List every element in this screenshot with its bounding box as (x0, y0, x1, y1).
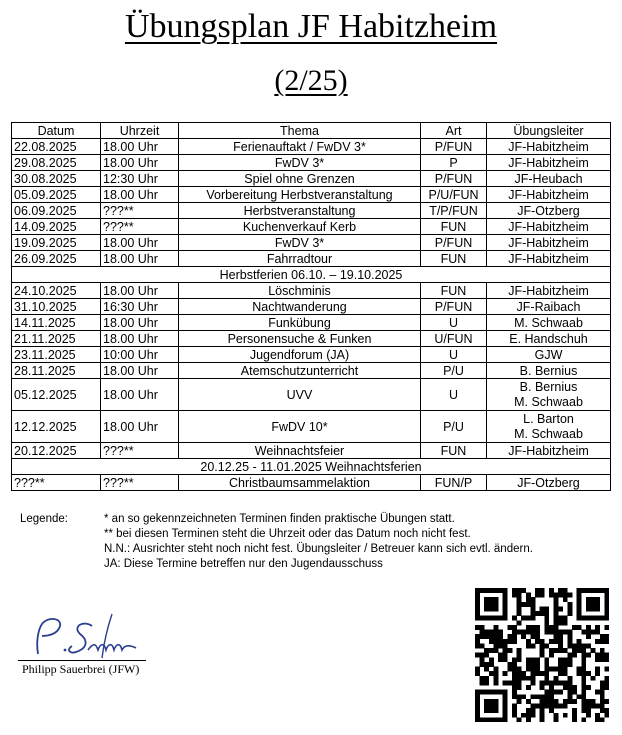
cell-leader (487, 251, 611, 267)
cell-leader (487, 299, 611, 315)
cell-time: 18.00 Uhr (101, 187, 179, 203)
cell-time: 18.00 Uhr (101, 411, 179, 443)
cell-leader (487, 363, 611, 379)
cell-date: 06.09.2025 (12, 203, 101, 219)
cell-theme: Löschminis (179, 283, 421, 299)
cell-date: 28.11.2025 (12, 363, 101, 379)
legend-line: * an so gekennzeichneten Terminen finden praktische Übungen statt. (104, 513, 455, 525)
cell-date: 19.09.2025 (12, 235, 101, 251)
table-row (12, 331, 611, 347)
cell-type: P/FUN (421, 235, 487, 251)
signature-name: Philipp Sauerbrei (JFW) (22, 662, 140, 676)
break-label: Herbstferien 06.10. – 19.10.2025 (12, 267, 611, 283)
table-row (12, 283, 611, 299)
cell-theme: Vorbereitung Herbstveranstaltung (179, 187, 421, 203)
cell-time: 10:00 Uhr (101, 347, 179, 363)
cell-time: 18.00 Uhr (101, 363, 179, 379)
cell-type: P/FUN (421, 299, 487, 315)
table-row (12, 347, 611, 363)
table-row (12, 171, 611, 187)
column-header-type: Art (421, 123, 487, 139)
cell-date: 22.08.2025 (12, 139, 101, 155)
cell-theme: Funkübung (179, 315, 421, 331)
cell-date: ???** (12, 475, 101, 491)
cell-date: 12.12.2025 (12, 411, 101, 443)
cell-leader (487, 203, 611, 219)
cell-time: 18.00 Uhr (101, 139, 179, 155)
qr-code-icon (475, 588, 609, 722)
cell-leader (487, 443, 611, 459)
column-header-leader: Übungsleiter (487, 123, 611, 139)
cell-theme: Jugendforum (JA) (179, 347, 421, 363)
column-header-date: Datum (12, 123, 101, 139)
column-header-time: Uhrzeit (101, 123, 179, 139)
leader-name: JF-Habitzheim (508, 235, 589, 250)
cell-leader (487, 235, 611, 251)
table-row (12, 315, 611, 331)
cell-theme: UVV (179, 379, 421, 411)
cell-date: 23.11.2025 (12, 347, 101, 363)
leader-name: JF-Habitzheim (508, 443, 589, 458)
cell-time: 18.00 Uhr (101, 155, 179, 171)
leader-name: GJW (534, 347, 563, 362)
cell-theme: Personensuche & Funken (179, 331, 421, 347)
leader-name: JF-Habitzheim (508, 155, 589, 170)
cell-theme: Fahrradtour (179, 251, 421, 267)
leader-name: E. Handschuh (509, 331, 588, 346)
table-row (12, 235, 611, 251)
legend-line: N.N.: Ausrichter steht noch nicht fest. Übungsleiter / Betreuer kann sich evtl. ändern. (104, 543, 533, 555)
table-row (12, 475, 611, 491)
cell-theme: Atemschutzunterricht (179, 363, 421, 379)
table-row (12, 363, 611, 379)
cell-type: U (421, 315, 487, 331)
cell-leader (487, 347, 611, 363)
cell-leader (487, 283, 611, 299)
legend-line: JA: Diese Termine betreffen nur den Jugendausschuss (104, 558, 383, 570)
cell-type: P/U (421, 411, 487, 443)
cell-theme: Herbstveranstaltung (179, 203, 421, 219)
table-row (12, 219, 611, 235)
cell-type: FUN (421, 219, 487, 235)
cell-type: P/U/FUN (421, 187, 487, 203)
signature-line (18, 660, 146, 661)
cell-time: 18.00 Uhr (101, 315, 179, 331)
cell-date: 14.09.2025 (12, 219, 101, 235)
cell-date: 05.12.2025 (12, 379, 101, 411)
cell-date: 29.08.2025 (12, 155, 101, 171)
cell-leader (487, 315, 611, 331)
leader-name: JF-Otzberg (517, 203, 580, 218)
table-row (12, 411, 611, 443)
table-break-row (12, 267, 611, 283)
cell-date: 24.10.2025 (12, 283, 101, 299)
leader-name: M. Schwaab (514, 315, 583, 330)
cell-leader (487, 171, 611, 187)
cell-leader (487, 475, 611, 491)
cell-type: U (421, 347, 487, 363)
cell-theme: Kuchenverkauf Kerb (179, 219, 421, 235)
cell-type: P (421, 155, 487, 171)
cell-theme: Weihnachtsfeier (179, 443, 421, 459)
cell-date: 21.11.2025 (12, 331, 101, 347)
cell-leader (487, 331, 611, 347)
cell-leader (487, 139, 611, 155)
leader-name: JF-Habitzheim (508, 251, 589, 266)
leader-name: JF-Habitzheim (508, 283, 589, 298)
break-label: 20.12.25 - 11.01.2025 Weihnachtsferien (12, 459, 611, 475)
cell-time: 18.00 Uhr (101, 251, 179, 267)
table-row (12, 299, 611, 315)
cell-type: U (421, 379, 487, 411)
table-row (12, 251, 611, 267)
leader-name: M. Schwaab (514, 394, 583, 409)
cell-theme: FwDV 3* (179, 235, 421, 251)
leader-name: M. Schwaab (514, 426, 583, 441)
leader-name: JF-Raibach (516, 299, 581, 314)
legend-line: ** bei diesen Terminen steht die Uhrzeit oder das Datum noch nicht fest. (104, 528, 471, 540)
cell-leader (487, 411, 611, 443)
cell-time: 18.00 Uhr (101, 331, 179, 347)
cell-type: P/FUN (421, 139, 487, 155)
cell-type: U/FUN (421, 331, 487, 347)
cell-time: ???** (101, 203, 179, 219)
cell-time: ???** (101, 443, 179, 459)
cell-time: ???** (101, 475, 179, 491)
legend-lines (104, 512, 533, 572)
cell-theme: FwDV 10* (179, 411, 421, 443)
page-subtitle: (2/25) (274, 64, 348, 97)
table-body (12, 139, 611, 491)
cell-theme: Christbaumsammelaktion (179, 475, 421, 491)
leader-name: JF-Heubach (514, 171, 583, 186)
table-row (12, 187, 611, 203)
leader-name: B. Bernius (519, 379, 578, 394)
table-row (12, 139, 611, 155)
cell-type: P/U (421, 363, 487, 379)
cell-theme: Spiel ohne Grenzen (179, 171, 421, 187)
leader-name: JF-Habitzheim (508, 219, 589, 234)
leader-name: L. Barton (523, 411, 574, 426)
cell-type: FUN (421, 443, 487, 459)
cell-type: FUN (421, 283, 487, 299)
cell-date: 20.12.2025 (12, 443, 101, 459)
leader-name: JF-Habitzheim (508, 187, 589, 202)
leader-name: JF-Otzberg (517, 475, 580, 490)
leader-name: B. Bernius (519, 363, 578, 378)
legend-label: Legende: (20, 513, 68, 525)
page-title: Übungsplan JF Habitzheim (124, 8, 498, 45)
cell-time: 12:30 Uhr (101, 171, 179, 187)
cell-date: 14.11.2025 (12, 315, 101, 331)
table-row (12, 379, 611, 411)
cell-leader (487, 187, 611, 203)
cell-leader (487, 219, 611, 235)
leader-name: JF-Habitzheim (508, 139, 589, 154)
cell-time: 18.00 Uhr (101, 283, 179, 299)
cell-leader (487, 379, 611, 411)
cell-time: ???** (101, 219, 179, 235)
table-row (12, 443, 611, 459)
cell-date: 30.08.2025 (12, 171, 101, 187)
cell-time: 18.00 Uhr (101, 235, 179, 251)
cell-time: 16:30 Uhr (101, 299, 179, 315)
signature-graphic (18, 612, 158, 660)
cell-leader (487, 155, 611, 171)
cell-theme: FwDV 3* (179, 155, 421, 171)
cell-type: P/FUN (421, 171, 487, 187)
cell-type: FUN (421, 251, 487, 267)
cell-date: 31.10.2025 (12, 299, 101, 315)
cell-time: 18.00 Uhr (101, 379, 179, 411)
table-row (12, 155, 611, 171)
table-row (12, 203, 611, 219)
cell-theme: Nachtwanderung (179, 299, 421, 315)
schedule-table (11, 122, 611, 491)
cell-date: 05.09.2025 (12, 187, 101, 203)
cell-type: FUN/P (421, 475, 487, 491)
cell-date: 26.09.2025 (12, 251, 101, 267)
table-header-row (12, 123, 611, 139)
cell-theme: Ferienauftakt / FwDV 3* (179, 139, 421, 155)
table-break-row (12, 459, 611, 475)
column-header-theme: Thema (179, 123, 421, 139)
cell-type: T/P/FUN (421, 203, 487, 219)
